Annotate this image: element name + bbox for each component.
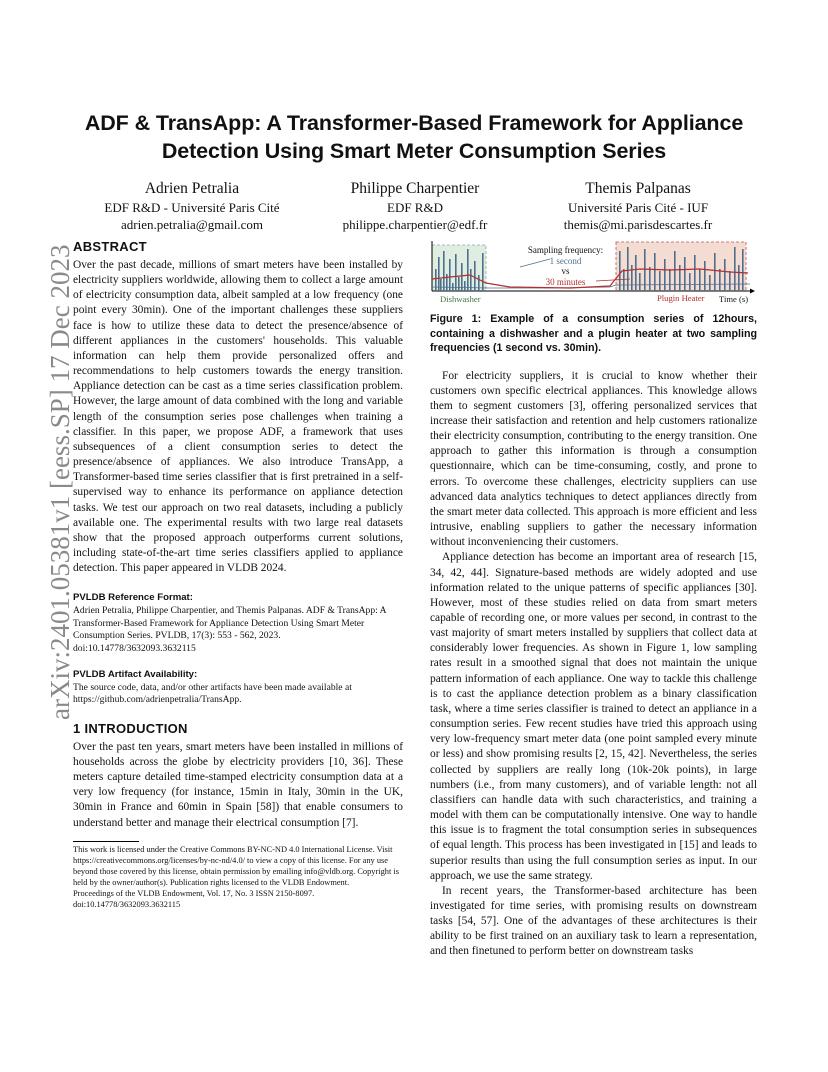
author-name: Philippe Charpentier: [350, 180, 480, 197]
fast-series-spike: [446, 274, 448, 291]
author-email[interactable]: adrien.petralia@gmail.com: [121, 217, 263, 232]
author-email[interactable]: themis@mi.parisdescartes.fr: [563, 217, 713, 232]
fast-series-spike: [467, 249, 469, 291]
fast-series-spike: [679, 265, 681, 291]
intro-paragraph-4: In recent years, the Transformer-based architecture has been investigated for time series, with promising results on downstream tasks [54, 57]. One of the advantages of these architectures is their ability to be first trained on an auxiliary task to learn a representation, and then finetuned to perform better on downstream tasks: [430, 884, 757, 958]
fast-series-spike: [474, 261, 476, 291]
fast-series-spike: [719, 269, 721, 291]
fast-series-spike: [669, 269, 671, 291]
pvldb-format-text: Adrien Petralia, Philippe Charpentier, and Themis Palpanas. ADF & TransApp: A Transformer-Based Framework for Appliance Detection Using Smart Meter Consumption Series. PVLDB, 17(3): 553 - 562, 2023. doi:10.14778/3632093.3632115: [73, 605, 387, 655]
footnote-rule: [73, 841, 139, 842]
label-heater: Plugin Heater: [657, 293, 705, 303]
fast-series-spike: [631, 265, 633, 291]
author-name: Adrien Petralia: [144, 180, 240, 197]
fast-series-spike: [704, 261, 706, 291]
figure-caption: Figure 1: Example of a consumption series of 12hours, containing a dishwasher and a plugin heater at two sampling frequencies (1 second vs. 30min).: [430, 313, 757, 354]
legend-slow: 30 minutes: [545, 276, 586, 287]
fast-series-spike: [659, 271, 661, 291]
left-column: [73, 239, 403, 910]
fast-series-spike: [458, 277, 460, 291]
pvldb-format-heading: PVLDB Reference Format:: [73, 592, 193, 604]
fast-series-spike: [709, 275, 711, 291]
author-2: [295, 178, 535, 233]
author-email[interactable]: philippe.charpentier@edf.fr: [342, 217, 488, 232]
footnote-doi: doi:10.14778/3632093.3632115: [73, 900, 181, 910]
fast-series-spike: [724, 259, 726, 291]
fast-series-spike: [684, 257, 686, 291]
fast-series-spike: [461, 263, 463, 291]
fast-series-spike: [654, 253, 656, 291]
fast-series-spike: [635, 255, 637, 291]
footnote-proceedings: Proceedings of the VLDB Endowment, Vol. 17, No. 3 ISSN 2150-8097.: [73, 889, 315, 899]
abstract-text: Over the past decade, millions of smart meters have been installed by electricity suppliers worldwide, allowing them to collect a large amount of electricity consumption data, albeit sampled at a low frequency (one point every 30min). One of the important challenges these suppliers face is how to utilize these data to detect the presence/absence of different appliances in the customers' households. This valuable information can help them provide personalized offers and recommendations to help customers towards the energy transition. Appliance detection can be cast as a time series classification problem. However, the large amount of data combined with the long and variable length of the consumption series pose challenges when training a classifier. In this paper, we propose ADF, a framework that uses subsequences of a client consumption series to detect the presence/absence of appliances. We also introduce TransApp, a Transformer-based time series classifier that is first pretrained in a self-supervised way to enhance its performance on appliance detection tasks. We test our approach on two real datasets, including a publicly available one. The experimental results with two large real datasets show that the proposed approach outperforms current solutions, including state-of-the-art time series classifiers applied to appliance detection. This paper appeared in VLDB 2024.: [73, 259, 403, 575]
fast-series-spike: [639, 273, 641, 291]
fast-series-spike: [627, 247, 629, 291]
fast-series-spike: [623, 269, 625, 291]
legend-title: Sampling frequency:: [527, 245, 604, 255]
author-affiliation: Université Paris Cité - IUF: [567, 200, 709, 215]
intro-paragraph-1: Over the past ten years, smart meters have been installed in millions of households across the globe by electricity providers [10, 36]. These meters capture detailed time-stamped electricity consumption data at a very low frequency (for instance, 15min in Italy, 30min in the UK, 30min in France and 60min in Spain [58]) that enable consumers to understand better and manage their electrical consumption [7].: [73, 740, 403, 829]
fast-series-spike: [689, 273, 691, 291]
fast-series-spike: [455, 254, 457, 291]
fast-series-spike: [738, 265, 740, 291]
fast-series-spike: [464, 281, 466, 291]
fast-series-spike: [435, 269, 437, 291]
intro-paragraph-3: Appliance detection has become an important area of research [15, 34, 42, 44]. Signature-based methods are widely adopted and use information related to the unique patterns of specific appliances [30]. However, most of these studies relied on data from smart meters capable of recording one, or more values per second, in contrast to the vast majority of smart meters installed by suppliers that collect data at considerably lower frequencies. As shown in Figure 1, low sampling rates result in a smoothed signal that does not maintain the unique pattern information of each appliance. One way to tackle this challenge is to cast the appliance detection problem as a binary classification task, where a time series classifier is trained to detect an appliance in a consumption series. Few recent studies have tried this approach using very low-frequency smart meter data (one point sampled every minute or less) and show promising results [2, 15, 42]. Nevertheless, the series collected by suppliers are really long (10k-20k points), in large numbers (i.e., from many customers), and of variable length: not all classifiers can handle data with such characteristics, and training a model with them can be computationally intensive. One way to handle this issue is to fragment the total consumption series in subsequences of equal length. This process has been investigated in [15] and leads to superior results than using the full consumption series as input. In our approach, we use the same strategy.: [430, 551, 757, 882]
fast-series-spike: [649, 267, 651, 291]
fast-series-spike: [449, 259, 451, 291]
fast-series-spike: [694, 255, 696, 291]
abstract-heading: ABSTRACT: [73, 239, 147, 254]
author-affiliation: EDF R&D - Université Paris Cité: [104, 200, 280, 215]
right-column: [430, 239, 757, 960]
fast-series-spike: [742, 249, 744, 291]
legend-vs: vs: [561, 266, 570, 276]
fast-series-spike: [443, 251, 445, 291]
fast-series-spike: [664, 259, 666, 291]
fast-series-spike: [699, 269, 701, 291]
pvldb-artifact-text: The source code, data, and/or other artifacts have been made available at https://github.com/adrienpetralia/TransApp.: [73, 681, 352, 706]
fast-series-spike: [440, 279, 442, 291]
author-1: [72, 178, 312, 233]
label-dishwasher: Dishwasher: [440, 294, 481, 304]
author-name: Themis Palpanas: [585, 180, 691, 197]
intro-paragraph-2: For electricity suppliers, it is crucial to know whether their customers own specific electrical appliances. This knowledge allows them to segment customers [3], offering personalized services that increase their satisfaction and retention and help customers rationalize their electricity consumption, contributing to the energy transition. One approach to gather this information is through a consumption questionnaire, which can be time-consuming, costly, and prone to errors. To overcome these challenges, electricity suppliers can use advanced data analytics techniques to detect appliances directly from the smart meter data collected. This approach is more efficient and less intrusive, enabling suppliers to gather the necessary information without inconveniencing their customers.: [430, 369, 757, 549]
fast-series-spike: [438, 257, 440, 291]
fast-series-spike: [478, 275, 480, 291]
label-time: Time (s): [719, 294, 749, 304]
pvldb-artifact-heading: PVLDB Artifact Availability:: [73, 668, 198, 680]
x-axis-arrow: [750, 289, 755, 294]
fast-series-spike: [729, 271, 731, 291]
figure-1: [430, 239, 757, 307]
fast-series-spike: [714, 253, 716, 291]
footnote-license: This work is licensed under the Creative Commons BY-NC-ND 4.0 International License. Visit https://creativecommons.org/licenses/by-nc-nd/4.0/ to view a copy of this license. For any use beyond those covered by this license, obtain permission by emailing info@vldb.org. Copyright is held by the owner/author(s). Publication rights licensed to the VLDB Endowment.: [73, 844, 399, 888]
legend-fast: 1 second: [549, 255, 582, 266]
author-affiliation: EDF R&D: [387, 200, 443, 215]
arxiv-identifier: arXiv:2401.05381v1 [eess.SP] 17 Dec 2023: [45, 244, 75, 720]
paper-title: ADF & TransApp: A Transformer-Based Framework for Appliance Detection Using Smart Meter Consumption Series: [84, 111, 744, 163]
fast-series-spike: [674, 251, 676, 291]
fast-series-spike: [482, 253, 484, 291]
intro-heading: 1 INTRODUCTION: [73, 720, 188, 736]
author-3: [518, 178, 758, 233]
sampling-legend: [513, 245, 618, 287]
